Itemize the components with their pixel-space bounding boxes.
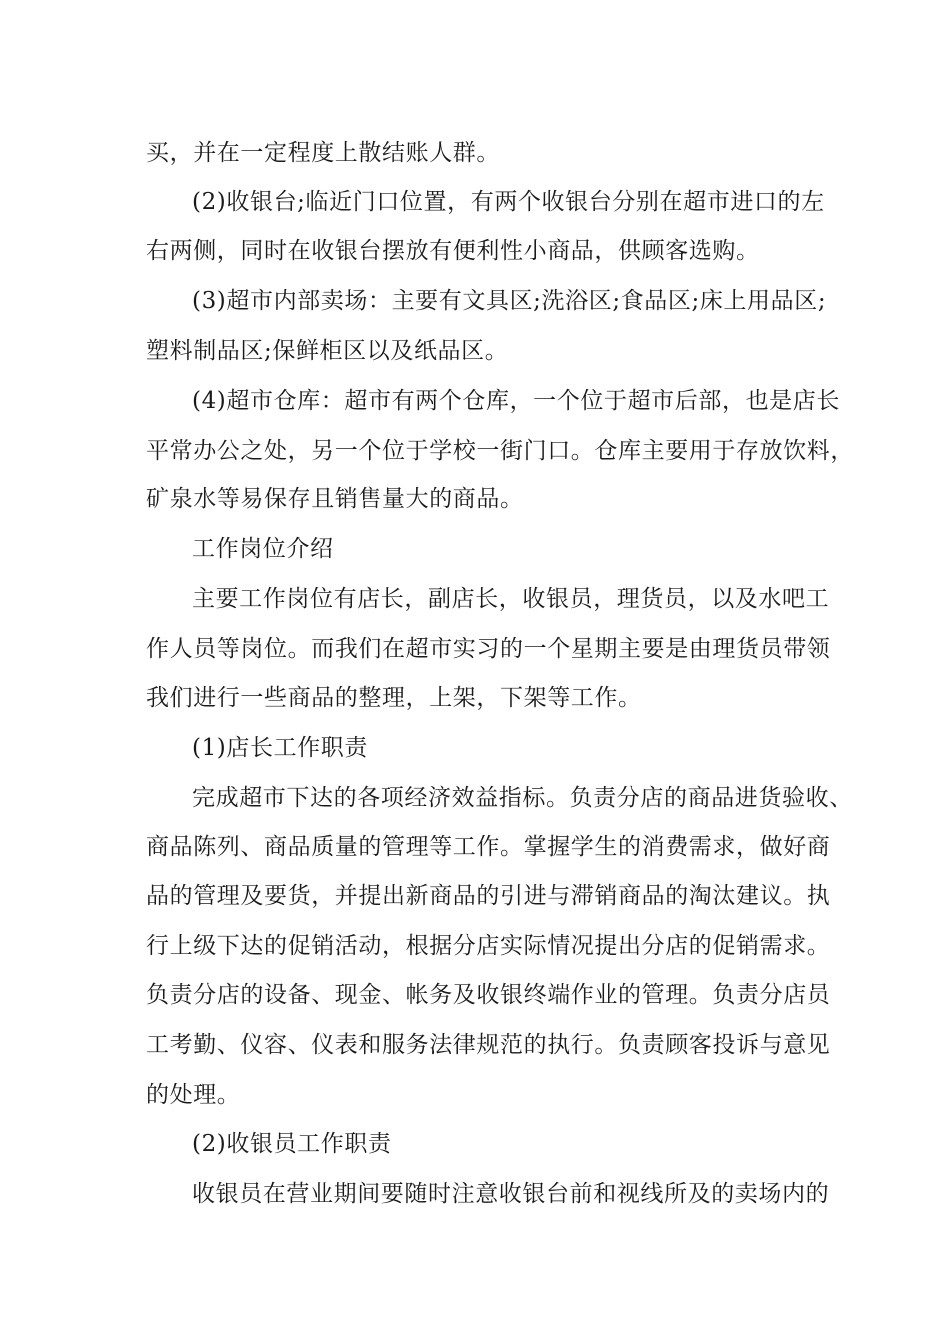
subsection-heading: (2)收银员工作职责 xyxy=(192,1131,392,1157)
text-line: (3)超市内部卖场：主要有文具区;洗浴区;食品区;床上用品区; xyxy=(192,288,827,314)
text-line: 收银员在营业期间要随时注意收银台前和视线所及的卖场内的 xyxy=(192,1181,830,1207)
text-line: 行上级下达的促销活动，根据分店实际情况提出分店的促销需求。 xyxy=(146,933,831,959)
text-line: 作人员等岗位。而我们在超市实习的一个星期主要是由理货员带领 xyxy=(146,636,831,662)
text-line: 矿泉水等易保存且销售量大的商品。 xyxy=(146,486,524,512)
text-line: 完成超市下达的各项经济效益指标。负责分店的商品进货验收、 xyxy=(192,785,853,811)
text-line: 品的管理及要货，并提出新商品的引进与滞销商品的淘汰建议。执 xyxy=(146,883,831,909)
text-line: 塑料制品区;保鲜柜区以及纸品区。 xyxy=(146,338,509,364)
text-line: (4)超市仓库：超市有两个仓库，一个位于超市后部，也是店长 xyxy=(192,388,840,414)
text-line: 买，并在一定程度上散结账人群。 xyxy=(146,140,500,166)
text-line: 的处理。 xyxy=(146,1082,241,1108)
section-heading: 工作岗位介绍 xyxy=(192,536,334,562)
text-line: 主要工作岗位有店长，副店长，收银员，理货员，以及水吧工 xyxy=(192,586,830,612)
text-line: (2)收银台;临近门口位置，有两个收银台分别在超市进口的左 xyxy=(192,189,825,215)
subsection-heading: (1)店长工作职责 xyxy=(192,735,368,761)
text-line: 工考勤、仪容、仪表和服务法律规范的执行。负责顾客投诉与意见 xyxy=(146,1032,831,1058)
text-line: 负责分店的设备、现金、帐务及收银终端作业的管理。负责分店员 xyxy=(146,982,831,1008)
text-line: 我们进行一些商品的整理，上架，下架等工作。 xyxy=(146,685,642,711)
text-line: 平常办公之处，另一个位于学校一街门口。仓库主要用于存放饮料， xyxy=(146,438,854,464)
text-line: 右两侧，同时在收银台摆放有便利性小商品，供顾客选购。 xyxy=(146,238,760,264)
text-line: 商品陈列、商品质量的管理等工作。掌握学生的消费需求，做好商 xyxy=(146,834,831,860)
